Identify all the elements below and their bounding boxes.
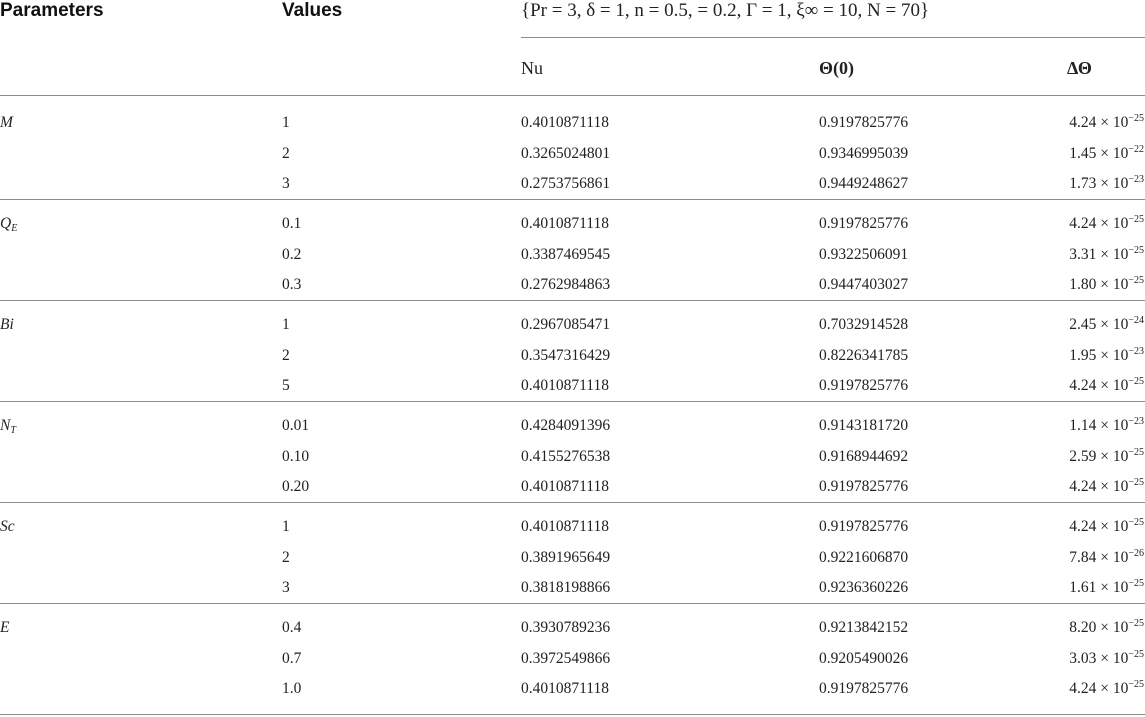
delta-theta-exponent: −23	[1128, 345, 1144, 357]
delta-theta-cell	[1069, 276, 1144, 294]
header-rule	[0, 95, 1145, 96]
delta-theta-exponent: −23	[1128, 416, 1144, 427]
theta0-cell: 0.9449248627	[819, 175, 909, 192]
header-subrule	[521, 37, 1145, 38]
nu-cell: 0.4284091396	[521, 417, 611, 434]
parameter-label	[0, 114, 13, 132]
nu-cell: 0.3891965649	[521, 548, 611, 566]
value-cell: 0.2	[282, 245, 302, 263]
delta-theta-exponent: −22	[1128, 143, 1144, 155]
delta-theta-cell	[1069, 246, 1144, 264]
delta-theta-cell	[1069, 377, 1144, 395]
parameter-symbol: N	[0, 417, 11, 434]
delta-theta-mantissa: 4.24 × 10	[1069, 478, 1129, 495]
delta-theta-cell	[1069, 316, 1144, 334]
theta0-cell: 0.9346995039	[819, 144, 909, 162]
bottom-rule	[0, 714, 1145, 715]
delta-theta-cell	[1069, 175, 1144, 193]
parameter-label	[0, 215, 17, 233]
header-nu: Nu	[521, 58, 543, 78]
parameter-symbol: Q	[0, 215, 12, 232]
value-cell: 0.1	[282, 215, 302, 232]
delta-theta-mantissa: 1.45 × 10	[1069, 144, 1129, 162]
delta-theta-exponent: −25	[1128, 275, 1144, 286]
nu-cell: 0.2762984863	[521, 276, 611, 293]
delta-theta-mantissa: 1.95 × 10	[1069, 346, 1129, 364]
delta-theta-mantissa: 4.24 × 10	[1069, 680, 1129, 697]
delta-theta-cell	[1069, 417, 1144, 435]
value-cell: 1	[282, 518, 290, 535]
theta0-cell: 0.9197825776	[819, 680, 909, 697]
value-cell: 3	[282, 175, 290, 192]
value-cell: 2	[282, 548, 290, 566]
nu-cell: 0.3547316429	[521, 346, 611, 364]
delta-theta-mantissa: 3.03 × 10	[1069, 649, 1129, 667]
group-rule	[0, 199, 1145, 200]
parameter-symbol: E	[0, 619, 10, 636]
nu-cell: 0.3818198866	[521, 579, 611, 596]
delta-theta-cell	[1069, 579, 1144, 597]
header-theta0: Θ(0)	[819, 58, 854, 78]
delta-theta-cell	[1069, 114, 1144, 132]
value-cell: 5	[282, 377, 290, 394]
theta0-cell: 0.9197825776	[819, 478, 909, 495]
delta-theta-exponent: −25	[1128, 446, 1144, 458]
parameter-label	[0, 619, 9, 637]
delta-theta-mantissa: 7.84 × 10	[1069, 548, 1129, 566]
value-cell: 1.0	[282, 680, 302, 697]
nu-cell: 0.4010871118	[521, 215, 609, 232]
delta-theta-exponent: −23	[1128, 174, 1144, 185]
delta-theta-cell	[1069, 215, 1144, 233]
delta-theta-mantissa: 1.14 × 10	[1069, 417, 1129, 434]
delta-theta-mantissa: 2.45 × 10	[1069, 316, 1129, 333]
theta0-cell: 0.9221606870	[819, 548, 909, 566]
theta0-cell: 0.9197825776	[819, 377, 909, 394]
value-cell: 0.20	[282, 478, 310, 495]
nu-cell: 0.4010871118	[521, 377, 609, 394]
value-cell: 2	[282, 144, 290, 162]
parameter-label	[0, 518, 15, 536]
header-delta-theta: ΔΘ	[1067, 58, 1092, 78]
value-cell: 0.10	[282, 447, 310, 465]
theta0-cell: 0.9322506091	[819, 245, 909, 263]
delta-theta-mantissa: 1.80 × 10	[1069, 276, 1129, 293]
delta-theta-exponent: −25	[1128, 618, 1144, 629]
delta-theta-cell	[1069, 680, 1144, 698]
value-cell: 1	[282, 114, 290, 131]
theta0-cell: 0.9197825776	[819, 518, 909, 535]
delta-theta-cell	[1069, 448, 1144, 466]
theta0-cell: 0.7032914528	[819, 316, 909, 333]
delta-theta-mantissa: 4.24 × 10	[1069, 215, 1129, 232]
delta-theta-mantissa: 3.31 × 10	[1069, 245, 1129, 263]
delta-theta-mantissa: 4.24 × 10	[1069, 377, 1129, 394]
header-condition: {Pr = 3, δ = 1, n = 0.5, = 0.2, Γ = 1, ξ∞ = 10, N = 70}	[521, 0, 930, 21]
parameter-label	[0, 417, 16, 435]
theta0-cell: 0.9236360226	[819, 579, 909, 596]
delta-theta-exponent: −25	[1128, 244, 1144, 256]
value-cell: 0.4	[282, 619, 302, 636]
header-values: Values	[282, 0, 343, 21]
nu-cell: 0.3972549866	[521, 649, 611, 667]
group-rule	[0, 603, 1145, 604]
parameter-label	[0, 316, 14, 334]
nu-cell: 0.3930789236	[521, 619, 611, 636]
delta-theta-cell	[1069, 619, 1144, 637]
value-cell: 0.7	[282, 649, 302, 667]
nu-cell: 0.2967085471	[521, 316, 611, 333]
delta-theta-exponent: −25	[1128, 477, 1144, 488]
nu-cell: 0.4155276538	[521, 447, 611, 465]
parameter-subscript: T	[10, 425, 16, 436]
nu-cell: 0.3387469545	[521, 245, 611, 263]
delta-theta-cell	[1069, 518, 1144, 536]
delta-theta-mantissa: 8.20 × 10	[1069, 619, 1129, 636]
value-cell: 3	[282, 579, 290, 596]
value-cell: 2	[282, 346, 290, 364]
delta-theta-exponent: −25	[1128, 679, 1144, 690]
delta-theta-mantissa: 2.59 × 10	[1069, 447, 1129, 465]
delta-theta-cell	[1069, 549, 1144, 567]
parameter-symbol: Bi	[0, 316, 14, 333]
group-rule	[0, 502, 1145, 503]
nu-cell: 0.3265024801	[521, 144, 611, 162]
delta-theta-exponent: −25	[1128, 214, 1144, 225]
theta0-cell: 0.9205490026	[819, 649, 909, 667]
parameter-subscript: E	[11, 223, 18, 234]
delta-theta-exponent: −26	[1128, 547, 1144, 559]
delta-theta-cell	[1069, 478, 1144, 496]
parameter-symbol: Sc	[0, 518, 15, 535]
delta-theta-cell	[1069, 145, 1144, 163]
delta-theta-mantissa: 1.61 × 10	[1069, 579, 1129, 596]
theta0-cell: 0.9168944692	[819, 447, 909, 465]
group-rule	[0, 300, 1145, 301]
value-cell: 0.3	[282, 276, 302, 293]
delta-theta-cell	[1069, 650, 1144, 668]
theta0-cell: 0.9197825776	[819, 215, 909, 232]
delta-theta-exponent: −25	[1128, 113, 1144, 124]
nu-cell: 0.4010871118	[521, 518, 609, 535]
header-parameters: Parameters	[0, 0, 104, 21]
value-cell: 1	[282, 316, 290, 333]
delta-theta-mantissa: 4.24 × 10	[1069, 518, 1129, 535]
value-cell: 0.01	[282, 417, 310, 434]
parameter-symbol: M	[0, 114, 13, 131]
delta-theta-mantissa: 4.24 × 10	[1069, 114, 1129, 131]
theta0-cell: 0.9143181720	[819, 417, 909, 434]
theta0-cell: 0.8226341785	[819, 346, 909, 364]
theta0-cell: 0.9197825776	[819, 114, 909, 131]
nu-cell: 0.4010871118	[521, 114, 609, 131]
delta-theta-cell	[1069, 347, 1144, 365]
nu-cell: 0.4010871118	[521, 680, 609, 697]
theta0-cell: 0.9447403027	[819, 276, 909, 293]
nu-cell: 0.2753756861	[521, 175, 611, 192]
delta-theta-exponent: −25	[1128, 517, 1144, 528]
group-rule	[0, 401, 1145, 402]
delta-theta-exponent: −25	[1128, 648, 1144, 660]
nu-cell: 0.4010871118	[521, 478, 609, 495]
delta-theta-mantissa: 1.73 × 10	[1069, 175, 1129, 192]
delta-theta-exponent: −25	[1128, 578, 1144, 589]
theta0-cell: 0.9213842152	[819, 619, 909, 636]
delta-theta-exponent: −24	[1128, 315, 1144, 326]
delta-theta-exponent: −25	[1128, 376, 1144, 387]
